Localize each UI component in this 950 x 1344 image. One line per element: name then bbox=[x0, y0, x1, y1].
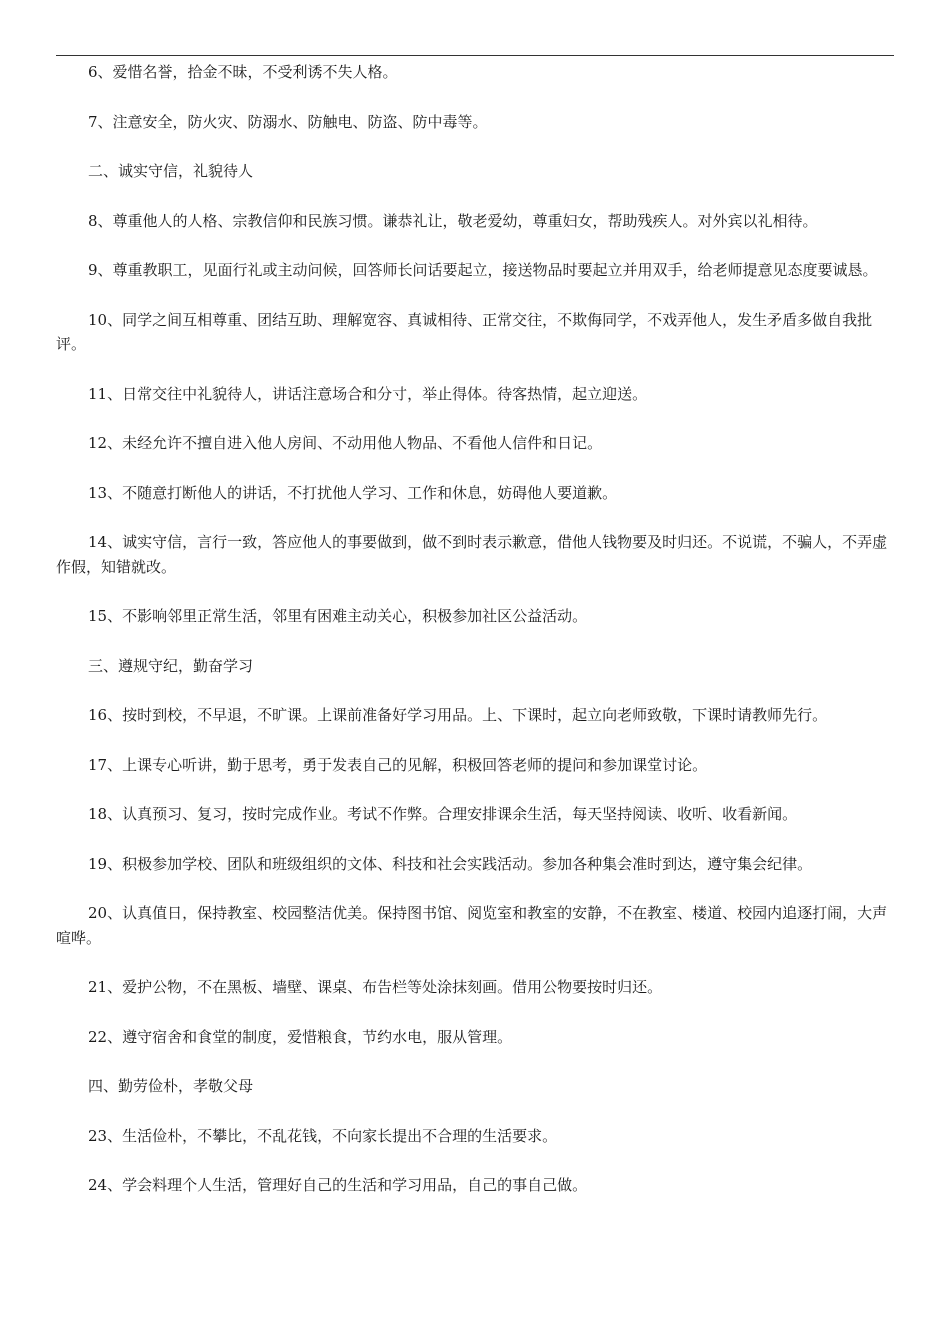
paragraph-11: 11、日常交往中礼貌待人，讲话注意场合和分寸，举止得体。待客热情，起立迎送。 bbox=[88, 384, 648, 403]
paragraph-20: 20、认真值日，保持教室、校园整洁优美。保持图书馆、阅览室和教室的安静，不在教室、楼道、校园内追逐打闹，大声喧哗。 bbox=[56, 904, 888, 947]
paragraph-6: 6、爱惜名誉，拾金不昧，不受利诱不失人格。 bbox=[88, 63, 398, 81]
paragraph-13: 13、不随意打断他人的讲话，不打扰他人学习、工作和休息，妨碍他人要道歉。 bbox=[88, 483, 618, 502]
section-heading-2: 二、诚实守信，礼貌待人 bbox=[88, 162, 254, 180]
paragraph-17: 17、上课专心听讲，勤于思考，勇于发表自己的见解，积极回答老师的提问和参加课堂讨论。 bbox=[88, 755, 708, 774]
paragraph-21: 21、爱护公物，不在黑板、墙壁、课桌、布告栏等处涂抹刻画。借用公物要按时归还。 bbox=[88, 978, 663, 996]
header-rule bbox=[56, 55, 894, 56]
paragraph-19: 19、积极参加学校、团队和班级组织的文体、科技和社会实践活动。参加各种集会准时到达，遵守集会纪律。 bbox=[88, 854, 813, 873]
paragraph-12: 12、未经允许不擅自进入他人房间、不动用他人物品、不看他人信件和日记。 bbox=[88, 434, 603, 452]
paragraph-16: 16、按时到校，不早退，不旷课。上课前准备好学习用品。上、下课时，起立向老师致敬，下课时请教师先行。 bbox=[88, 706, 828, 724]
paragraph-24: 24、学会料理个人生活，管理好自己的生活和学习用品，自己的事自己做。 bbox=[88, 1176, 588, 1194]
section-heading-4: 四、勤劳俭朴，孝敬父母 bbox=[88, 1077, 254, 1095]
paragraph-7: 7、注意安全，防火灾、防溺水、防触电、防盗、防中毒等。 bbox=[88, 112, 488, 131]
paragraph-8: 8、尊重他人的人格、宗教信仰和民族习惯。谦恭礼让，敬老爱幼，尊重妇女，帮助残疾人。对外宾以礼相待。 bbox=[88, 211, 818, 230]
paragraph-22: 22、遵守宿舍和食堂的制度，爱惜粮食，节约水电，服从管理。 bbox=[88, 1027, 513, 1046]
paragraph-15: 15、不影响邻里正常生活，邻里有困难主动关心，积极参加社区公益活动。 bbox=[88, 607, 588, 625]
section-heading-3: 三、遵规守纪，勤奋学习 bbox=[88, 656, 254, 675]
paragraph-14: 14、诚实守信，言行一致，答应他人的事要做到，做不到时表示歉意，借他人钱物要及时归还。不说谎，不骗人，不弄虚作假，知错就改。 bbox=[56, 533, 888, 576]
paragraph-10: 10、同学之间互相尊重、团结互助、理解宽容、真诚相待、正常交往，不欺侮同学，不戏弄他人，发生矛盾多做自我批评。 bbox=[56, 310, 873, 353]
document-body bbox=[56, 60, 894, 1223]
paragraph-9: 9、尊重教职工，见面行礼或主动问候，回答师长问话要起立，接送物品时要起立并用双手，给老师提意见态度要诚恳。 bbox=[88, 261, 878, 279]
paragraph-23: 23、生活俭朴，不攀比，不乱花钱，不向家长提出不合理的生活要求。 bbox=[88, 1126, 558, 1145]
paragraph-18: 18、认真预习、复习，按时完成作业。考试不作弊。合理安排课余生活，每天坚持阅读、收听、收看新闻。 bbox=[88, 805, 798, 823]
